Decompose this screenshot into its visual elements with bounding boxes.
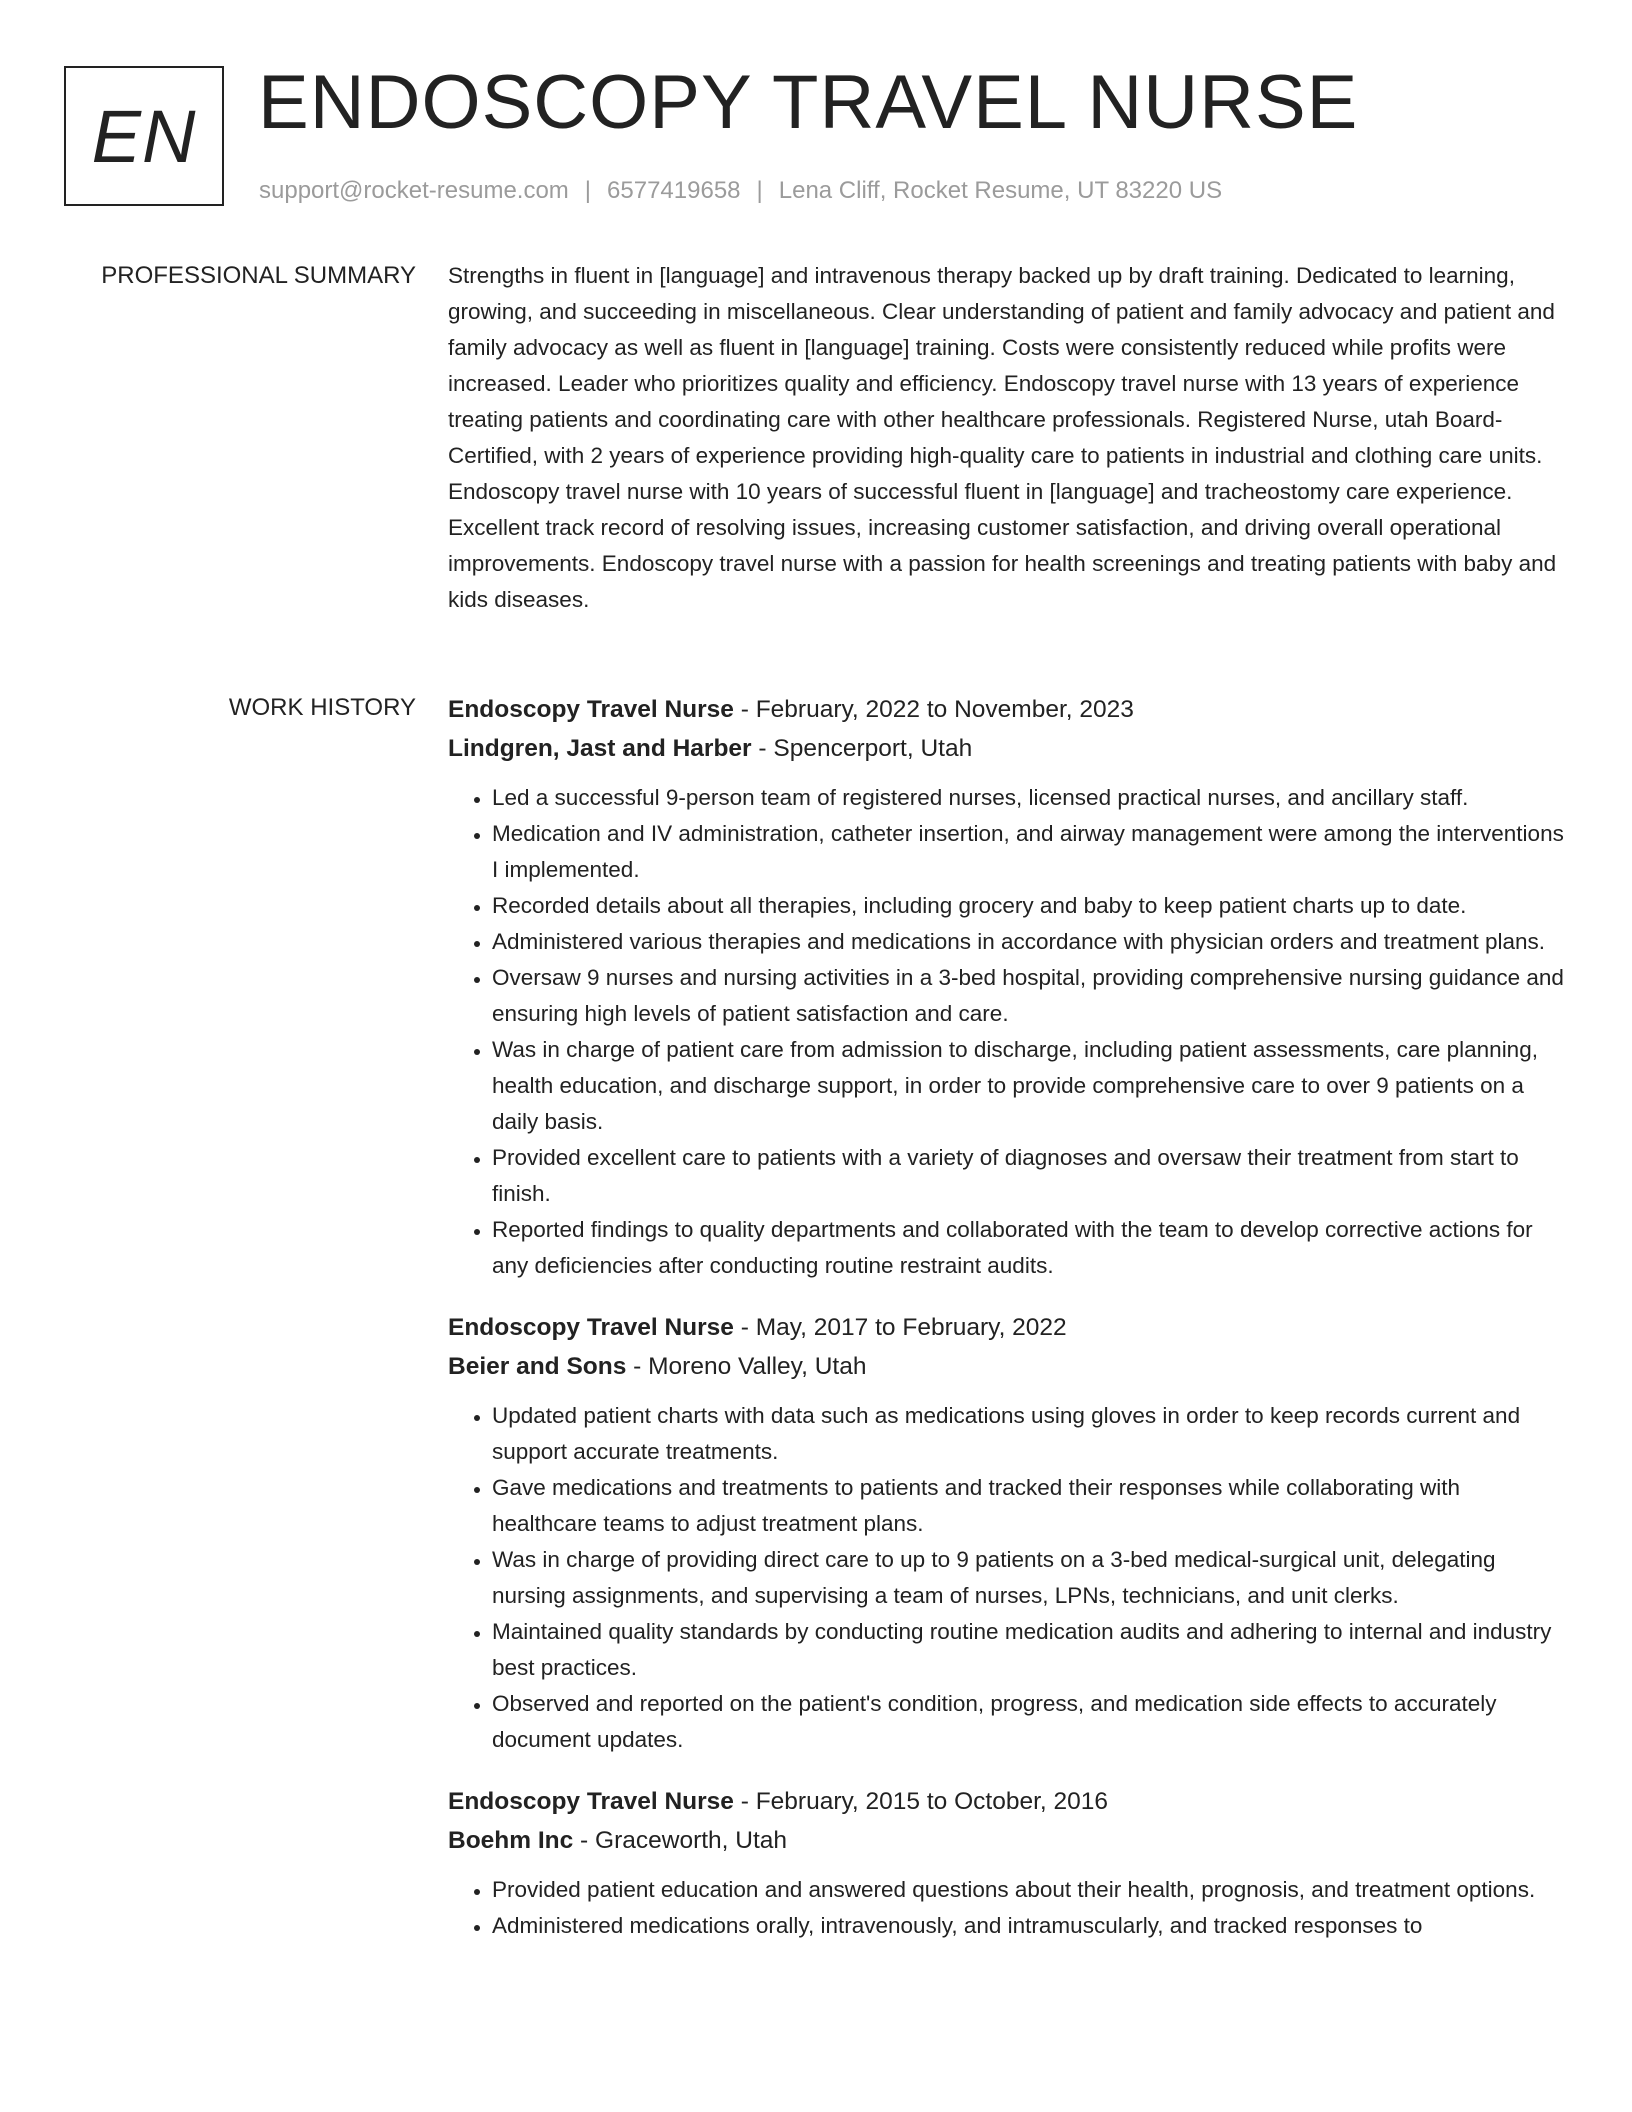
job-title: Endoscopy Travel Nurse bbox=[448, 1314, 734, 1341]
monogram-logo: EN bbox=[64, 66, 224, 206]
phone-text: 6577419658 bbox=[607, 177, 741, 204]
address-text: Lena Cliff, Rocket Resume, UT 83220 US bbox=[778, 177, 1223, 204]
job-bullet: • Gave medications and treatments to patients and tracked their responses while collaborating with healthcare teams to adjust treatment plans. bbox=[492, 1470, 1568, 1542]
job-company: Boehm Inc bbox=[448, 1827, 574, 1854]
job-location: Spencerport, Utah bbox=[773, 735, 973, 762]
contact-separator: | bbox=[756, 177, 763, 204]
job-bullet: • Updated patient charts with data such as medications using gloves in order to keep records current and support accurate treatments. bbox=[492, 1398, 1568, 1470]
summary-text: Strengths in fluent in [language] and intravenous therapy backed up by draft training. Dedicated to learning, growing, and succeeding in miscellaneous. Clear understanding of patient and family advocacy and patient and family advocacy as well as fluent in [language] training. Costs were consistently reduced while profits were increased. Leader who prioritizes quality and efficiency. Endoscopy travel nurse with 13 years of experience treating patients and coordinating care with other healthcare professionals. Registered Nurse, utah Board-Certified, with 2 years of experience providing high-quality care to patients in industrial and clothing care units. Endoscopy travel nurse with 10 years of successful fluent in [language] and tracheostomy care experience. Excellent track record of resolving issues, increasing customer satisfaction, and driving overall operational improvements. Endoscopy travel nurse with a passion for health screenings and treating patients with baby and kids diseases. bbox=[448, 263, 1557, 612]
email-text: support@rocket-resume.com bbox=[259, 177, 569, 204]
job-location: Graceworth, Utah bbox=[595, 1827, 788, 1854]
job-entry bbox=[448, 1308, 1568, 1758]
job-dash: - bbox=[751, 735, 774, 762]
job-dash: - bbox=[573, 1827, 596, 1854]
job-company: Beier and Sons bbox=[448, 1353, 627, 1380]
job-dates: May, 2017 to February, 2022 bbox=[755, 1314, 1067, 1341]
job-bullet: • Administered medications orally, intravenously, and intramuscularly, and tracked responses to bbox=[492, 1908, 1568, 1944]
job-company: Lindgren, Jast and Harber bbox=[448, 735, 752, 762]
contact-separator: | bbox=[584, 177, 592, 204]
job-company-line bbox=[448, 1347, 1568, 1386]
job-bullet: • Led a successful 9-person team of registered nurses, licensed practical nurses, and ancillary staff. bbox=[492, 780, 1568, 816]
job-bullet: • Was in charge of providing direct care to up to 9 patients on a 3-bed medical-surgical unit, delegating nursing assignments, and supervising a team of nurses, LPNs, technicians, and unit clerks. bbox=[492, 1542, 1568, 1614]
job-bullet: • Recorded details about all therapies, including grocery and baby to keep patient charts up to date. bbox=[492, 888, 1568, 924]
job-bullet: • Observed and reported on the patient's condition, progress, and medication side effects to accurately document updates. bbox=[492, 1686, 1568, 1758]
job-bullet: • Oversaw 9 nurses and nursing activities in a 3-bed hospital, providing comprehensive nursing guidance and ensuring high levels of patient satisfaction and care. bbox=[492, 960, 1568, 1032]
job-bullet: • Reported findings to quality departments and collaborated with the team to develop corrective actions for any deficiencies after conducting routine restraint audits. bbox=[492, 1212, 1568, 1284]
summary-label: PROFESSIONAL SUMMARY bbox=[101, 262, 416, 289]
job-bullet-list bbox=[448, 1398, 1568, 1758]
job-title: Endoscopy Travel Nurse bbox=[448, 696, 734, 723]
job-company-line bbox=[448, 1821, 1568, 1860]
job-bullet-list bbox=[448, 780, 1568, 1284]
job-dates: February, 2022 to November, 2023 bbox=[755, 696, 1134, 723]
job-bullet: • Maintained quality standards by conducting routine medication audits and adhering to internal and industry best practices. bbox=[492, 1614, 1568, 1686]
job-entry bbox=[448, 1782, 1568, 1944]
job-company-line bbox=[448, 729, 1568, 768]
job-bullet: • Was in charge of patient care from admission to discharge, including patient assessments, care planning, health education, and discharge support, in order to provide comprehensive care to over 9 patients on a daily basis. bbox=[492, 1032, 1568, 1140]
job-location: Moreno Valley, Utah bbox=[648, 1353, 867, 1380]
job-dash: - bbox=[733, 1788, 756, 1815]
job-bullet-list bbox=[448, 1872, 1568, 1944]
job-bullet: • Medication and IV administration, catheter insertion, and airway management were among the interventions I implemented. bbox=[492, 816, 1568, 888]
contact-line bbox=[259, 176, 1222, 206]
summary-body bbox=[448, 258, 1568, 618]
job-title: Endoscopy Travel Nurse bbox=[448, 1788, 734, 1815]
job-dash: - bbox=[733, 696, 756, 723]
job-bullet: • Provided patient education and answered questions about their health, prognosis, and treatment options. bbox=[492, 1872, 1568, 1908]
job-bullet: • Administered various therapies and medications in accordance with physician orders and treatment plans. bbox=[492, 924, 1568, 960]
job-entry bbox=[448, 690, 1568, 1284]
job-title-line bbox=[448, 690, 1568, 729]
job-bullet: • Provided excellent care to patients with a variety of diagnoses and oversaw their treatment from start to finish. bbox=[492, 1140, 1568, 1212]
job-title-line bbox=[448, 1308, 1568, 1347]
job-dash: - bbox=[626, 1353, 649, 1380]
job-title-line bbox=[448, 1782, 1568, 1821]
work-history-label: WORK HISTORY bbox=[228, 694, 416, 721]
page-title: ENDOSCOPY TRAVEL NURSE bbox=[258, 60, 1359, 145]
job-dash: - bbox=[733, 1314, 756, 1341]
work-history-body bbox=[448, 690, 1568, 1968]
job-dates: February, 2015 to October, 2016 bbox=[755, 1788, 1109, 1815]
